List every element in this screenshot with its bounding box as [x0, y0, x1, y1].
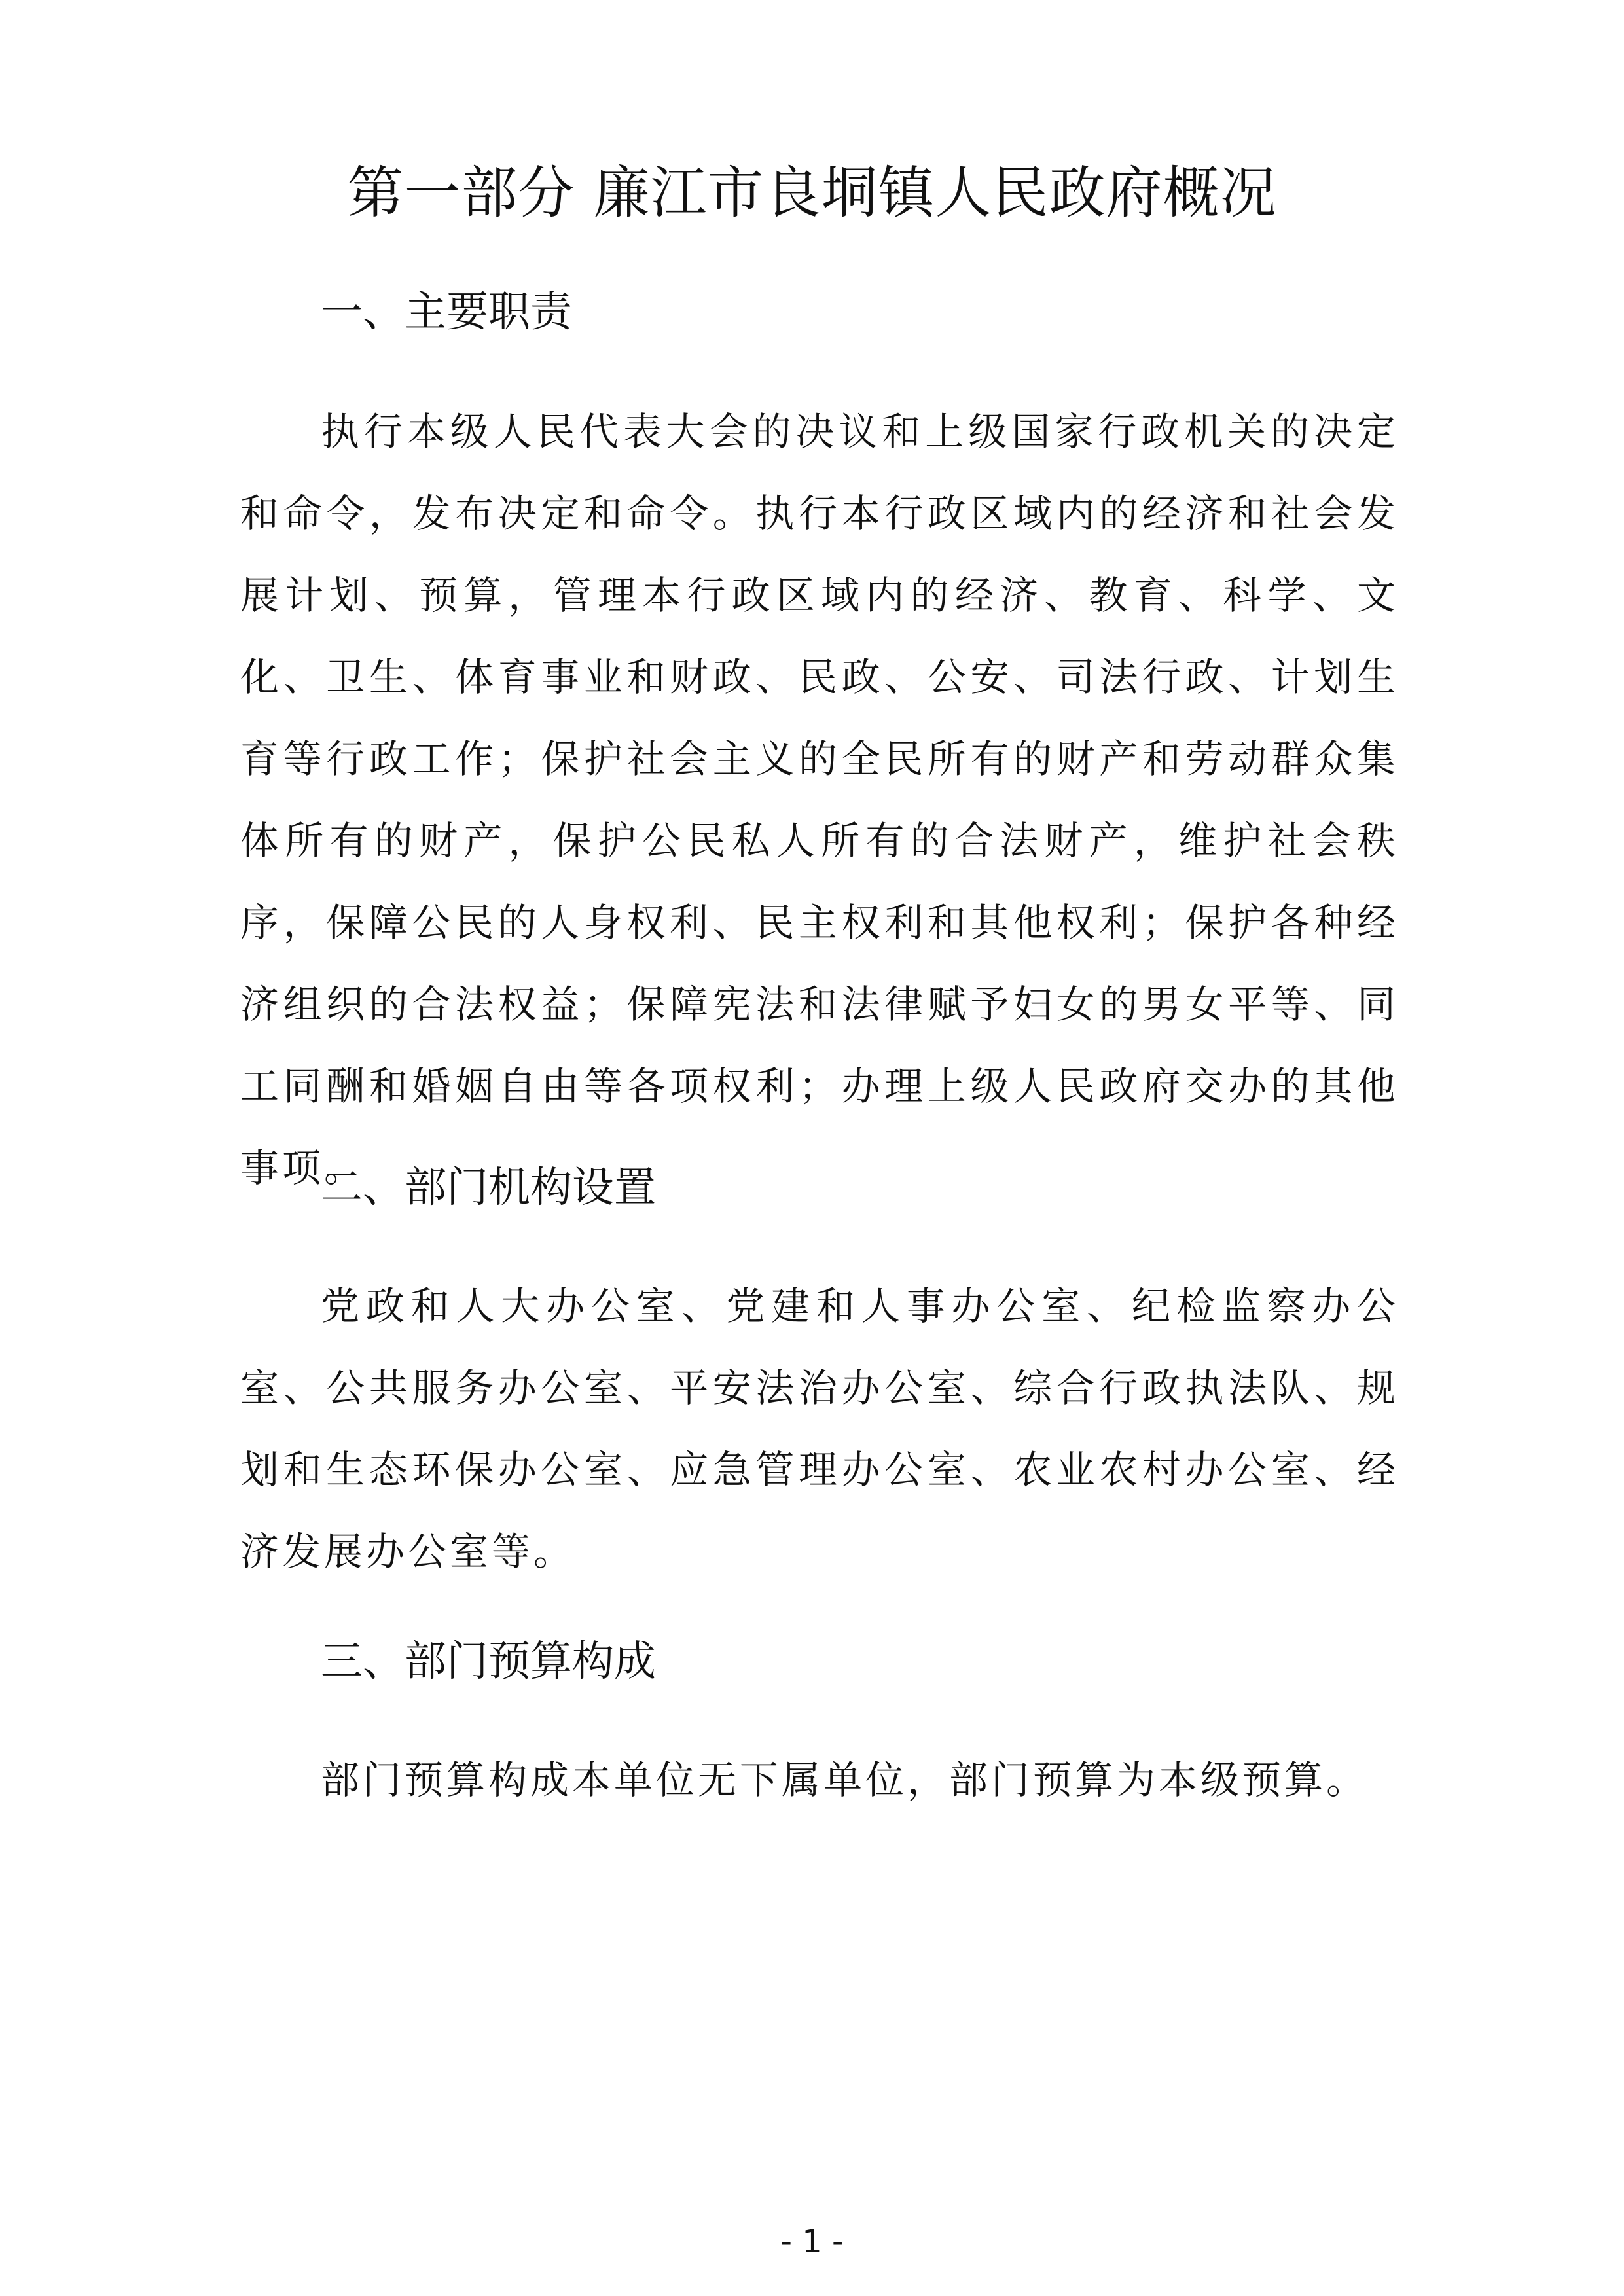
section-heading-budget-composition: 三、部门预算构成 [321, 1638, 656, 1686]
page-title: 第一部分 廉江市良垌镇人民政府概况 [347, 160, 1277, 226]
section-body-department-structure: 党政和人大办公室、党建和人事办公室、纪检监察办公室、公共服务办公室、平安法治办公室、综合行政执法队、规划和生态环保办公室、应急管理办公室、农业农村办公室、经济发展办公室等。 [240, 1283, 1399, 1574]
page-number: - 1 - [780, 2223, 844, 2260]
section-heading-main-duties: 一、主要职责 [321, 288, 572, 336]
section-heading-department-structure: 二、部门机构设置 [321, 1164, 656, 1212]
section-body-budget-composition: 部门预算构成本单位无下属单位，部门预算为本级预算。 [321, 1757, 1369, 1803]
section-body-main-duties: 执行本级人民代表大会的决议和上级国家行政机关的决定和命令，发布决定和命令。执行本行政区域内的经济和社会发展计划、预算，管理本行政区域内的经济、教育、科学、文化、卫生、体育事业和财政、民政、公安、司法行政、计划生育等行政工作；保护社会主义的全民所有的财产和劳动群众集体所有的财产，保护公民私人所有的合法财产，维护社会秩序，保障公民的人身权利、民主权利和其他权利；保护各种经济组织的合法权益；保障宪法和法律赋予妇女的男女平等、同工同酬和婚姻自由等各项权利；办理上级人民政府交办的其他事项。 [240, 409, 1399, 1191]
